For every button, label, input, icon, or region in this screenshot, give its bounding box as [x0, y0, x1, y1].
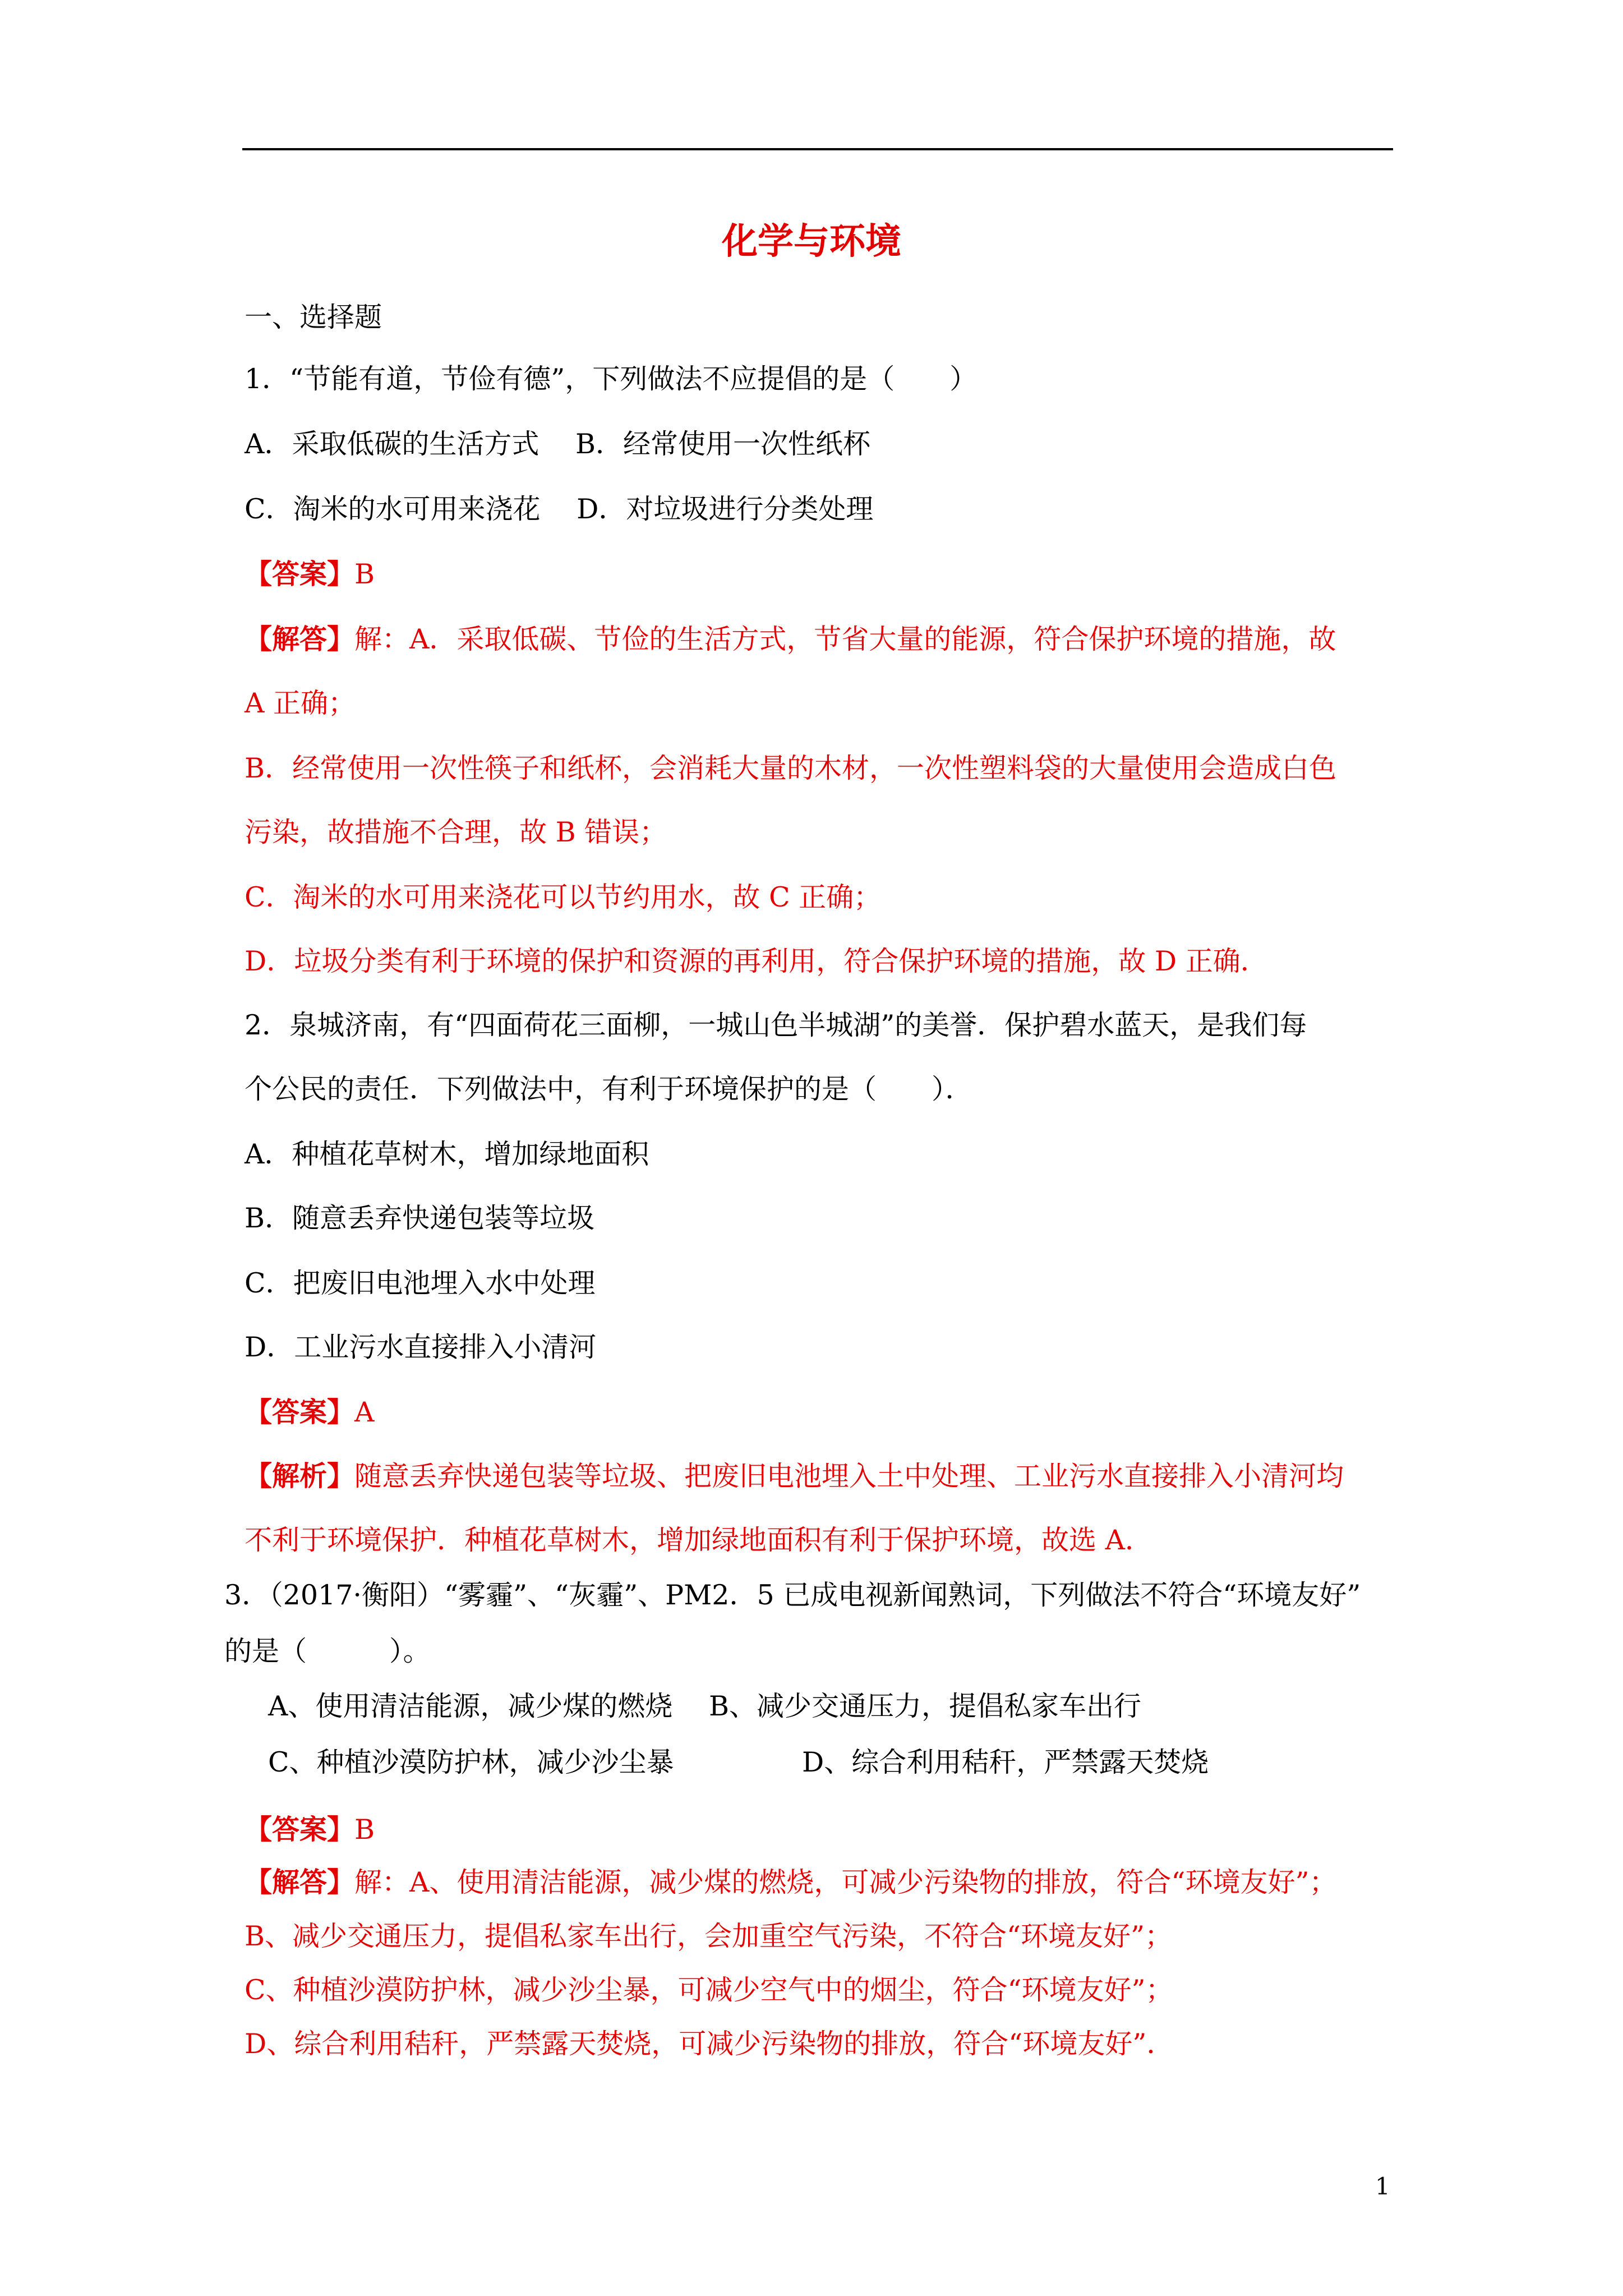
answer-tag: 【答案】: [245, 1396, 355, 1428]
question-2-analysis-line: [245, 1456, 1344, 1497]
question-1-stem: 1．“节能有道，节俭有德”，下列做法不应提倡的是（ ）: [245, 363, 978, 395]
question-3-analysis-line: C、种植沙漠防护林，减少沙尘暴，可减少空气中的烟尘，符合“环境友好”；: [245, 1974, 1173, 2006]
page-number: 1: [1375, 2173, 1390, 2200]
question-1-analysis-line: B．经常使用一次性筷子和纸杯，会消耗大量的木材，一次性塑料袋的大量使用会造成白色: [245, 752, 1337, 784]
question-3-analysis-line: B、减少交通压力，提倡私家车出行，会加重空气污染，不符合“环境友好”；: [245, 1920, 1173, 1952]
answer-value: A: [354, 1396, 375, 1428]
section-heading: 一、选择题: [245, 301, 382, 333]
question-2-option: C．把废旧电池埋入水中处理: [245, 1267, 596, 1299]
question-3-options-ab: A、使用清洁能源，减少煤的燃烧 B、减少交通压力，提倡私家车出行: [268, 1690, 1141, 1722]
answer-value: B: [354, 1814, 375, 1846]
analysis-text: 解：A、使用清洁能源，减少煤的燃烧，可减少污染物的排放，符合“环境友好”；: [354, 1866, 1337, 1898]
question-3-analysis-line: D、综合利用秸秆，严禁露天焚烧，可减少污染物的排放，符合“环境友好”．: [245, 2028, 1174, 2060]
question-2-stem: 个公民的责任．下列做法中，有利于环境保护的是（ ）．: [245, 1073, 973, 1105]
question-3-stem: 3．（2017·衡阳）“雾霾”、“灰霾”、PM2．5 已成电视新闻熟词，下列做法不符合“环境友好”: [224, 1579, 1361, 1611]
question-1-analysis-line: D．垃圾分类有利于环境的保护和资源的再利用，符合保护环境的措施，故 D 正确．: [245, 945, 1268, 977]
question-1-options-ab: A．采取低碳的生活方式 B．经常使用一次性纸杯: [245, 428, 870, 460]
analysis-tag: 【解析】: [245, 1460, 355, 1492]
question-3-option-d: D、综合利用秸秆，严禁露天焚烧: [802, 1746, 1209, 1778]
question-3-option-c: C、种植沙漠防护林，减少沙尘暴: [268, 1746, 674, 1778]
page-title: 化学与环境: [722, 221, 901, 263]
analysis-tag: 【解答】: [245, 1866, 355, 1898]
question-1-answer: [245, 554, 375, 595]
header-rule: [242, 148, 1393, 150]
question-1-analysis-line: 污染，故措施不合理，故 B 错误；: [245, 816, 667, 848]
question-2-option: B．随意丢弃快递包装等垃圾: [245, 1202, 595, 1234]
question-2-analysis-line: 不利于环境保护．种植花草树木，增加绿地面积有利于保护环境，故选 A．: [245, 1524, 1152, 1556]
analysis-text: 随意丢弃快递包装等垃圾、把废旧电池埋入土中处理、工业污水直接排入小清河均: [354, 1460, 1344, 1492]
analysis-tag: 【解答】: [245, 623, 355, 655]
question-2-answer: [245, 1392, 374, 1433]
answer-tag: 【答案】: [245, 1814, 355, 1846]
answer-tag: 【答案】: [245, 558, 355, 590]
question-3-analysis-line: [245, 1862, 1337, 1903]
question-1-options-cd: C．淘米的水可用来浇花 D．对垃圾进行分类处理: [245, 493, 874, 525]
answer-value: B: [354, 558, 375, 590]
question-2-stem: 2．泉城济南，有“四面荷花三面柳，一城山色半城湖”的美誉．保护碧水蓝天，是我们每: [245, 1009, 1307, 1041]
question-2-option: D．工业污水直接排入小清河: [245, 1331, 597, 1363]
question-1-analysis-line: [245, 619, 1336, 660]
question-3-answer: [245, 1810, 375, 1850]
question-3-stem: 的是（ ）。: [224, 1635, 431, 1667]
question-1-analysis-line: A 正确；: [245, 687, 356, 719]
question-1-analysis-line: C．淘米的水可用来浇花可以节约用水，故 C 正确；: [245, 881, 882, 913]
analysis-text: 解：A．采取低碳、节俭的生活方式，节省大量的能源，符合保护环境的措施，故: [354, 623, 1336, 655]
question-2-option: A．种植花草树木，增加绿地面积: [245, 1138, 649, 1170]
